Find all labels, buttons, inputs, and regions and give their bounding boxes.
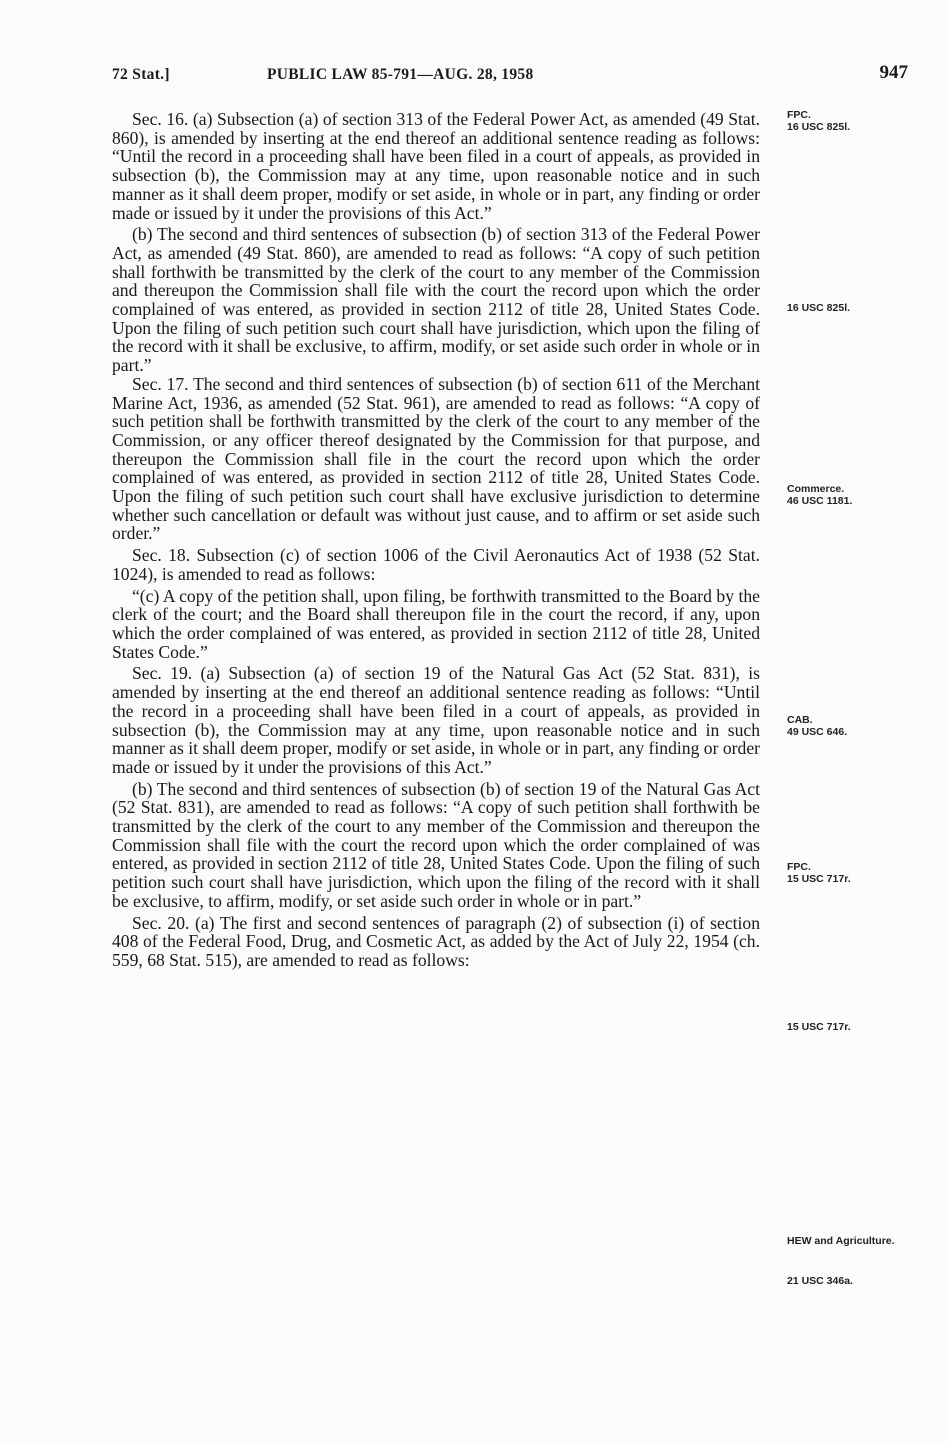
paragraph-sec-19a: Sec. 19. (a) Subsection (a) of section 19 of the Natural Gas Act (52 Stat. 831), is amended by inserting at the end thereof an additional sentence reading as follows: “Until the record in a proceeding shall have been filed in a court of appeals, as provided in subsection (b), the Commission may at any time, upon reasonable notice and in such manner as it shall deem proper, modify or set aside, in whole or in part, any finding or order made or issued by it under the provisions of this Act.” (112, 663, 760, 777)
margin-note-cab (787, 715, 907, 738)
margin-note-usc-2 (787, 303, 907, 315)
header-volume: 72 Stat.] (112, 66, 170, 83)
margin-note-citation: 16 USC 825l. (787, 302, 851, 314)
paragraph-sec-18: Sec. 18. Subsection (c) of section 1006 of the Civil Aeronautics Act of 1938 (52 Stat. 1024), is amended to read as follows: (112, 545, 760, 584)
margin-note-hew (787, 1236, 899, 1248)
margin-note-usc-3 (787, 1022, 907, 1034)
margin-note-citation: 46 USC 1181. (787, 494, 853, 507)
page-number: 947 (879, 62, 908, 83)
header-title: PUBLIC LAW 85-791—AUG. 28, 1958 (267, 66, 534, 83)
margin-note-fpc-1 (787, 110, 907, 133)
body-text (112, 110, 760, 970)
margin-note-fpc-2 (787, 862, 907, 885)
margin-note-label: FPC. (787, 109, 811, 121)
margin-note-label: FPC. (787, 861, 811, 873)
margin-note-commerce (787, 484, 907, 507)
margin-note-citation: 16 USC 825l. (787, 120, 851, 133)
paragraph-sec-16a: Sec. 16. (a) Subsection (a) of section 313 of the Federal Power Act, as amended (49 Stat. 860), is amended by inserting at the end thereof an additional sentence reading as follows: “Until the record in a proceeding shall have been filed in a court of appeals, as provided in subsection (b), the Commission may at any time, upon reasonable notice and in such manner as it shall deem proper, modify or set aside, in whole or in part, any finding or order made or issued by it under the provisions of this Act.” (112, 109, 760, 223)
margin-note-citation: 15 USC 717r. (787, 1021, 851, 1033)
margin-note-label: Commerce. (787, 483, 845, 495)
paragraph-sec-18c: “(c) A copy of the petition shall, upon filing, be forthwith transmitted to the Board by the clerk of the court; and the Board shall thereupon file in the court the record, if any, upon which the order complained of was entered, as provided in section 2112 of title 28, United States Code.” (112, 585, 760, 662)
margin-note-citation: 21 USC 346a. (787, 1275, 853, 1287)
paragraph-sec-20: Sec. 20. (a) The first and second sentences of paragraph (2) of subsection (i) of section 408 of the Federal Food, Drug, and Cosmetic Act, as added by the Act of July 22, 1954 (ch. 559, 68 Stat. 515), are amended to read as follows: (112, 912, 760, 970)
paragraph-sec-17: Sec. 17. The second and third sentences of subsection (b) of section 611 of the Merchant Marine Act, 1936, as amended (52 Stat. 961), are amended to read as follows: “A copy of such petition shall be forthwith transmitted by the clerk of the court to any member of the Commission, or any officer thereof designated by the Commission for that purpose, and thereupon the Commission shall file in the court the record upon which the order complained of was entered, as provided in section 2112 of title 28, United States Code. Upon the filing of such petition such court shall have exclusive jurisdiction to determine whether such cancellation or default was without just cause, and to affirm or set aside such order.” (112, 373, 760, 544)
page-header (112, 60, 908, 90)
paragraph-sec-16b: (b) The second and third sentences of subsection (b) of section 313 of the Federal Power Act, as amended (49 Stat. 860), are amended to read as follows: “A copy of such petition shall forthwith be transmitted by the clerk of the court to any member of the Commission and thereupon the Commission shall file with the court the record upon which the order complained of was entered, as provided in section 2112 of title 28, United States Code. Upon the filing of such petition such court shall have jurisdiction, which upon the filing of the record with it shall be exclusive, to affirm, modify, or set aside such order in whole or in part.” (112, 224, 760, 376)
margin-note-label: HEW and Agriculture. (787, 1235, 895, 1247)
margin-note-hew-usc (787, 1276, 907, 1288)
margin-note-citation: 15 USC 717r. (787, 872, 851, 885)
margin-note-citation: 49 USC 646. (787, 725, 848, 738)
margin-note-label: CAB. (787, 714, 813, 726)
paragraph-sec-19b: (b) The second and third sentences of subsection (b) of section 19 of the Natural Gas Act (52 Stat. 831), are amended to read as follows: “A copy of such petition shall forthwith be transmitted by the clerk of the court to any member of the Commission and thereupon the Commission shall file with the court the record upon which the order complained of was entered, as provided in section 2112 of title 28, United States Code. Upon the filing of such petition such court shall have jurisdiction, which upon the filing of the record with it shall be exclusive, to affirm, modify, or set aside such order in whole or in part.” (112, 778, 760, 911)
